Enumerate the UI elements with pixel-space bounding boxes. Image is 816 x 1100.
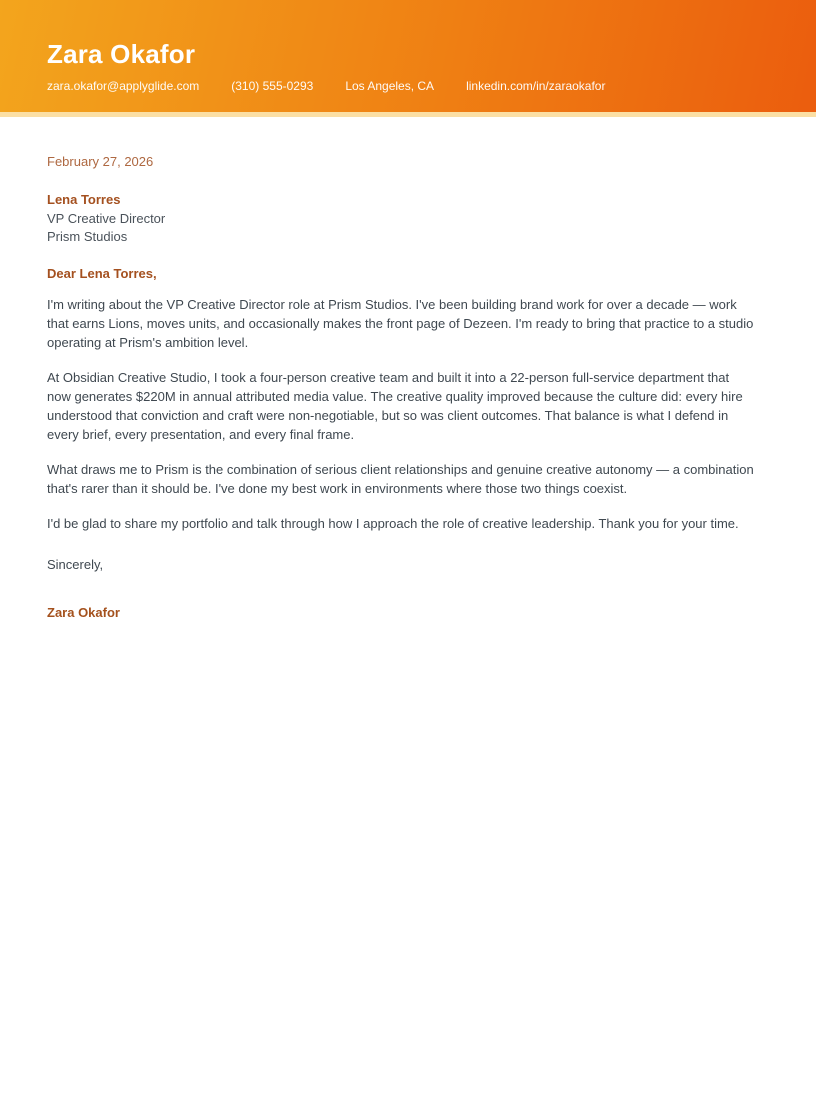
contact-row [47,79,769,93]
recipient-title: VP Creative Director [47,210,166,226]
recipient-name: Lena Torres [47,192,121,207]
contact-email: zara.okafor@applyglide.com [47,79,200,93]
paragraph-experience: At Obsidian Creative Studio, I took a four-person creative team and built it into a 22-person full-service department that now generates $220M in annual attributed media value. The creative quality improved because the culture did: every hire understood that conviction and craft were non-negotiable, but so was client outcomes. That balance is what I defend in every brief, every presentation, and every final frame. [47,369,743,442]
recipient-block [47,191,766,247]
letterhead [0,0,816,117]
contact-linkedin: linkedin.com/in/zaraokafor [466,79,606,93]
letter-body [0,117,816,622]
recipient-company: Prism Studios [47,229,128,244]
closing: Sincerely, [47,556,104,572]
salutation: Dear Lena Torres, [47,265,157,281]
paragraph-intro: I'm writing about the VP Creative Director role at Prism Studios. I've been building brand work for over a decade — work that earns Lions, moves units, and occasionally makes the front page of Dezeen. I'm ready to bring that practice to a studio operating at Prism's ambition level. [47,296,754,350]
contact-location: Los Angeles, CA [345,79,435,93]
applicant-name: Zara Okafor [47,39,196,69]
contact-phone: (310) 555-0293 [231,79,314,93]
signature: Zara Okafor [47,604,120,620]
paragraph-call-to-action: I'd be glad to share my portfolio and talk through how I approach the role of creative leadership. Thank you for your time. [47,515,739,531]
letter-date: February 27, 2026 [47,154,154,169]
paragraph-motivation: What draws me to Prism is the combination of serious client relationships and genuine creative autonomy — a combination that's rarer than it should be. I've done my best work in environments where those two things coexist. [47,461,754,496]
letter-paragraphs [47,295,766,533]
